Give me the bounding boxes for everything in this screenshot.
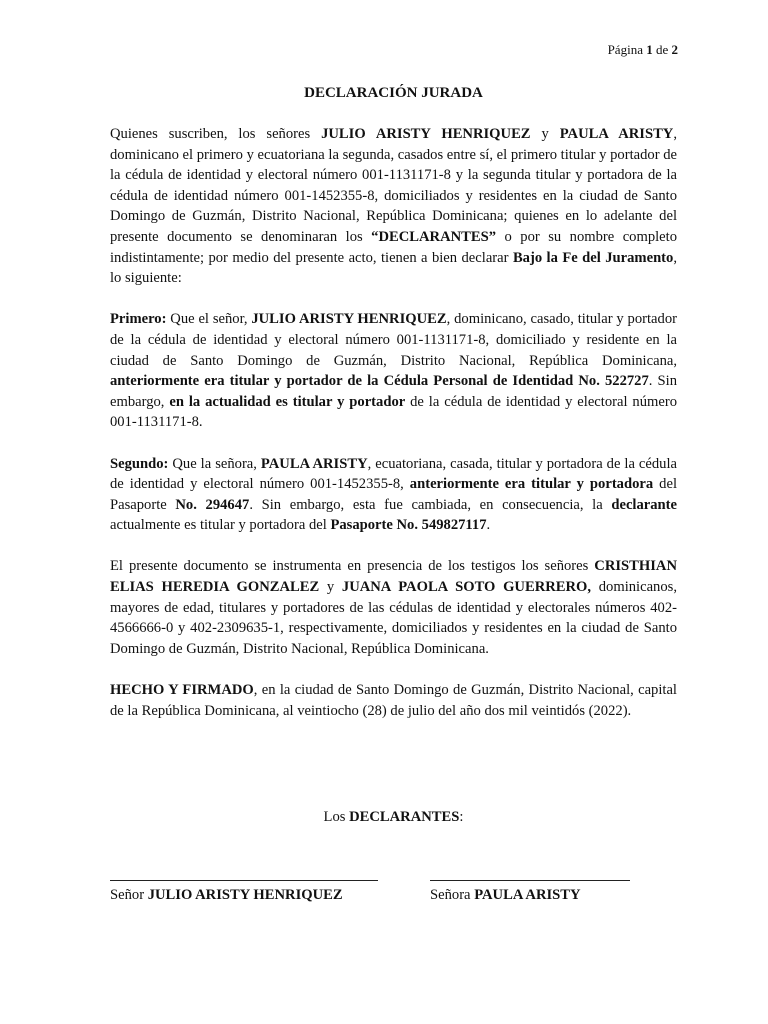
text-run: Que el señor, bbox=[166, 311, 252, 328]
document-body bbox=[110, 124, 677, 742]
text-run: Quienes suscriben, los señores bbox=[110, 126, 322, 142]
paragraph-signed bbox=[110, 680, 677, 721]
text-run: Señor bbox=[110, 887, 148, 903]
text-run: Los bbox=[323, 809, 350, 825]
text-run: El presente documento se instrumenta en presencia de los testigos los señores bbox=[110, 558, 595, 575]
witness-name-2: JUANA PAOLA SOTO GUERRERO, bbox=[341, 579, 592, 596]
paragraph-witnesses bbox=[110, 556, 677, 659]
text-run: actualmente es titular y portadora del bbox=[110, 517, 331, 534]
declarantes-term: “DECLARANTES” bbox=[371, 228, 497, 245]
page-current: 1 bbox=[646, 42, 653, 57]
document-title: DECLARACIÓN JURADA bbox=[304, 85, 483, 101]
text-run: , dominicano, casado, titular y portador de la cédula de identidad y electoral número 001-1131171-8, domiciliado y residente en la ciudad de Santo Domingo de Guzmán, Distrito Nacional, República Dominicana, bbox=[110, 311, 677, 369]
bold-run: declarante bbox=[611, 496, 677, 513]
text-run: dominicanos, mayores de edad, titulares y portadores de las cédulas de identidad y electorales números 402-4566666-0 y 402-2309635-1, respectivamente, domiciliados y residentes en la ciudad de Santo Domingo de Guzmán, Distrito Nacional, República Dominicana. bbox=[110, 579, 677, 657]
page-separator: de bbox=[652, 42, 672, 57]
text-run: : bbox=[459, 809, 464, 825]
page-indicator bbox=[608, 42, 678, 58]
text-run: y bbox=[319, 579, 342, 596]
text-run: y bbox=[530, 126, 560, 142]
text-run: , ecuatoriana, casada, titular y portadora de la cédula de identidad y electoral número 001-1452355-8, bbox=[110, 455, 677, 493]
text-run: Que la señora, bbox=[168, 455, 261, 472]
text-run: de la cédula de identidad y electoral número 001-1131171-8. bbox=[110, 393, 678, 431]
bold-run: HECHO Y FIRMADO bbox=[110, 682, 254, 699]
declarant-name-2: PAULA ARISTY bbox=[260, 455, 368, 472]
text-run: , dominicano el primero y ecuatoriana la segunda, casados entre sí, el primero titular y portador de la cédula de identidad y electoral número 001-1131171-8 y la segunda titular y portadora de la cédula de identidad número 001-1452355-8, domiciliados y residentes en la ciudad de Santo Domingo de Guzmán, Distrito Nacional, República Dominicana; quienes en lo adelante del presente documento se denominaran los bbox=[110, 126, 678, 245]
text-run: Señora bbox=[430, 887, 475, 903]
text-run: o por su nombre completo indistintamente; por medio del presente acto, tienen a bien declarar bbox=[110, 228, 678, 266]
witness-name-1: CRISTHIAN ELIAS HEREDIA GONZALEZ bbox=[110, 558, 677, 596]
declarant-name-1: JULIO ARISTY HENRIQUEZ bbox=[321, 126, 531, 142]
page-total: 2 bbox=[671, 42, 678, 57]
paragraph-primero bbox=[110, 309, 677, 433]
signature-name-left bbox=[110, 887, 343, 904]
text-run: . bbox=[486, 517, 491, 534]
signature-line-right bbox=[430, 880, 630, 881]
paragraph-segundo bbox=[110, 454, 677, 536]
text-run: . Sin embargo, bbox=[110, 373, 678, 410]
bold-run: en la actualidad es titular y portador bbox=[169, 393, 406, 410]
oath-phrase: Bajo la Fe del Juramento bbox=[512, 249, 674, 266]
bold-run: DECLARANTES bbox=[349, 809, 460, 825]
clause-label-primero: Primero: bbox=[110, 311, 167, 328]
text-run: , lo siguiente: bbox=[110, 249, 677, 287]
signature-line-left bbox=[110, 880, 378, 881]
bold-run: Pasaporte No. 549827117 bbox=[330, 517, 487, 534]
closing-line bbox=[110, 809, 677, 826]
text-run: , en la ciudad de Santo Domingo de Guzmán, Distrito Nacional, capital de la República Dominicana, al veintiocho (28) de julio del año dos mil veintidós (2022). bbox=[110, 682, 677, 719]
clause-label-segundo: Segundo: bbox=[110, 455, 169, 472]
paragraph-intro bbox=[110, 124, 677, 289]
signature-name-right bbox=[430, 887, 581, 904]
signatory-name-2: PAULA ARISTY bbox=[474, 887, 581, 903]
declarant-name-1: JULIO ARISTY HENRIQUEZ bbox=[251, 311, 447, 328]
text-run: del Pasaporte bbox=[110, 476, 677, 513]
signatory-name-1: JULIO ARISTY HENRIQUEZ bbox=[147, 887, 343, 903]
bold-run: No. 294647 bbox=[175, 496, 250, 513]
bold-run: anteriormente era titular y portador de la Cédula Personal de Identidad No. 522727 bbox=[110, 373, 649, 390]
text-run: . Sin embargo, esta fue cambiada, en consecuencia, la bbox=[249, 496, 612, 513]
bold-run: anteriormente era titular y portadora bbox=[409, 476, 654, 493]
page-label: Página bbox=[607, 42, 647, 57]
declarant-name-2: PAULA ARISTY bbox=[559, 126, 674, 142]
